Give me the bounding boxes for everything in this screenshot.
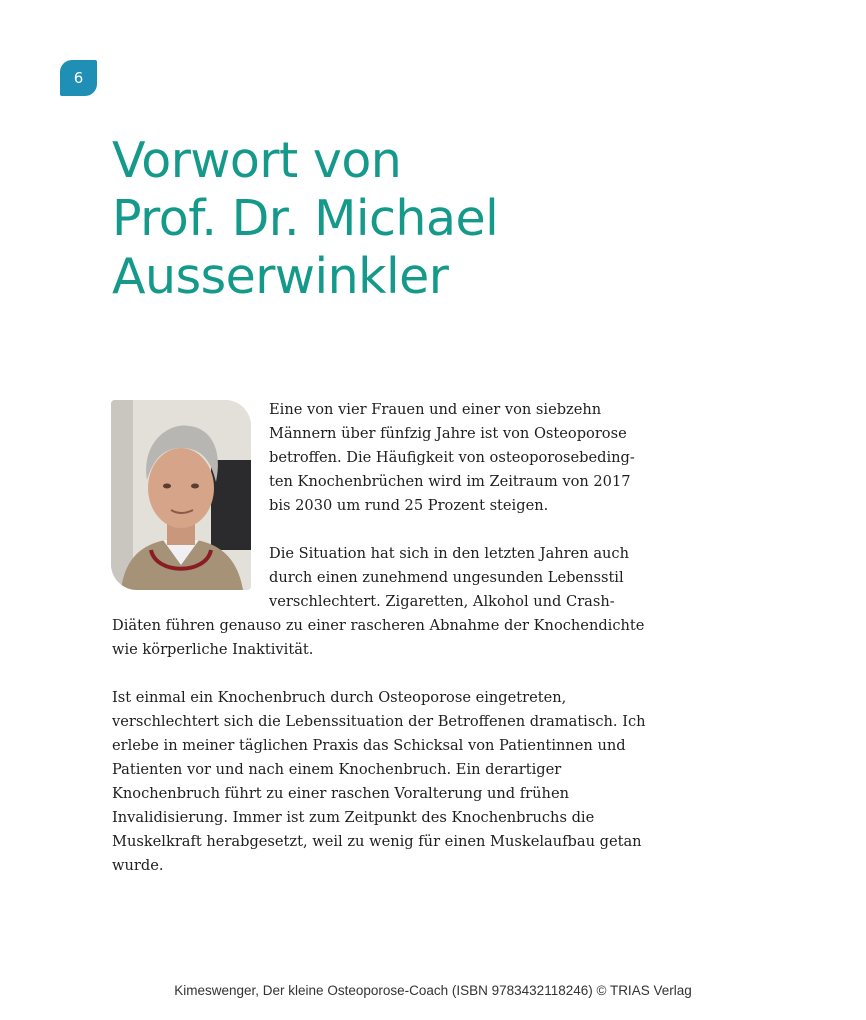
title-line-3: Ausserwinkler [112,248,449,305]
portrait-float-spacer [112,398,269,600]
paragraph-1: Eine von vier Frauen und einer von siebzehn Männern über fünfzig Jahre ist von Osteoporose betroffen. Die Häufigkeit von osteoporosebedingten Knochenbrüchen wird im Zeitraum von 2017 bis 2030 um rund 25 Prozent steigen. [269,401,635,514]
paragraph-2: Die Situation hat sich in den letzten Jahren auch durch einen zunehmend ungesunden Lebensstil verschlechtert. Zigaretten, Alkohol und Crash-Diäten führen genauso zu einer rascheren Abnahme der Knochendichte wie körperliche Inaktivität. [112,545,645,658]
page-number-badge: 6 [60,60,97,96]
title-line-1: Vorwort von [112,132,402,189]
footer-citation: Kimeswenger, Der kleine Osteoporose-Coach (ISBN 9783432118246) © TRIAS Verlag [174,983,692,998]
page-title [112,132,498,306]
foreword-text [112,398,652,902]
paragraph-3: Ist einmal ein Knochenbruch durch Osteoporose eingetreten, verschlechtert sich die Lebenssituation der Betroffenen dramatisch. Ich erlebe in meiner täglichen Praxis das Schicksal von Patientinnen und Patienten vor und nach einem Knochenbruch. Ein derartiger Knochenbruch führt zu einer raschen Voralterung und frühen Invalidisierung. Immer ist zum Zeitpunkt des Knochenbruchs die Muskelkraft herabgesetzt, weil zu wenig für einen Muskelaufbau getan wurde. [112,689,646,874]
title-line-2: Prof. Dr. Michael [112,190,499,247]
